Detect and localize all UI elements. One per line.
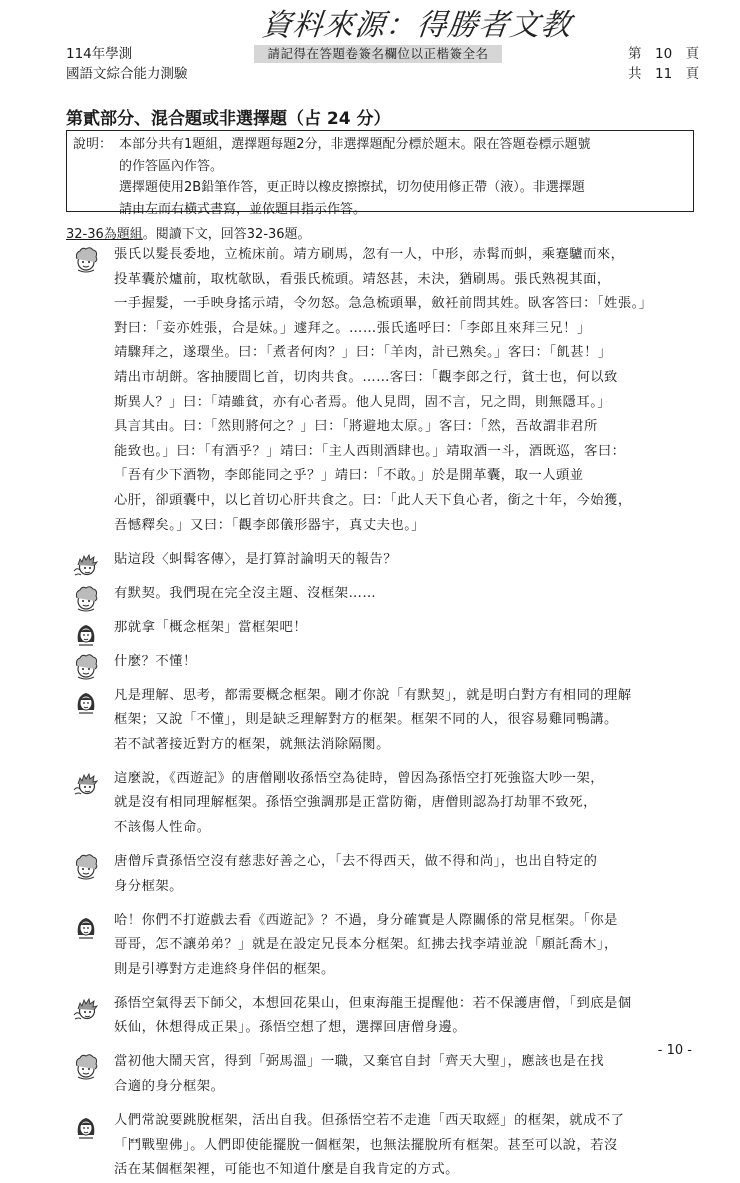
dialogue-line: 心肝，卻頭囊中，以匕首切心肝共食之。曰：「此人天下負心者，銜之十年，今始獲， <box>114 492 632 508</box>
dialogue-line: 妖仙，休想得成正果」。孫悟空想了想，選擇回唐僧身邊。 <box>114 1020 467 1036</box>
bob-hair-student-icon <box>72 913 100 939</box>
exam-subject: 國語文綜合能力測驗 <box>66 66 188 82</box>
dialogue-text <box>114 684 688 758</box>
instructions-line-4: 請由左而右橫式書寫，並依題目指示作答。 <box>119 201 367 217</box>
question-group-intro <box>66 223 311 242</box>
instructions-line-1: 本部分共有1題組，選擇題每題2分，非選擇題配分標於題末。限在答題卷標示題號 <box>119 137 591 152</box>
dialogue-line: 身分框架。 <box>114 878 183 894</box>
curly-hair-student-icon <box>72 854 100 880</box>
dialogue-line: 張氏以髮長委地，立梳床前。靖方刷馬，忽有一人，中形，赤髯而虯，乘蹇驢而來， <box>114 247 625 262</box>
dialogue-text <box>114 767 688 841</box>
dialogue-line: 那就拿「概念框架」當框架吧！ <box>114 619 308 635</box>
dialogue-line: 靖驟拜之，遂環坐。曰：「煮者何肉？」曰：「羊肉，計已熟矣。」客曰：「飢甚！」 <box>114 345 612 361</box>
dialogue-line: 吾憾釋矣。」又曰：「觀李郎儀形器宇，真丈夫也。」 <box>114 517 426 533</box>
source-handwriting: 資料來源：得勝者文教 <box>259 8 574 43</box>
dialogue-text <box>114 616 688 641</box>
dialogue-text <box>114 850 688 899</box>
dialogue-line: 孫悟空氣得丟下師父，本想回花果山，但東海龍王提醒他：若不保護唐僧，「到底是個 <box>114 995 632 1011</box>
curly-hair-student-icon <box>72 586 100 612</box>
dialogue-line: 哥哥，怎不讓弟弟？」就是在設定兄長本分框架。紅拂去找李靖並說「願託喬木」， <box>114 937 618 953</box>
spiky-hair-student-icon <box>72 771 100 797</box>
dialogue-line: 靖出市胡餅。客抽腰間匕首，切肉共食。……客曰：「觀李郎之行，貧士也，何以致 <box>114 369 618 385</box>
dialogue-line: 若不試著接近對方的框架，就無法消除隔閡。 <box>114 736 390 752</box>
dialogue-line: 凡是理解、思考，都需要概念框架。剛才你說「有默契」，就是明白對方有相同的理解 <box>114 687 632 703</box>
exam-header-left <box>66 44 188 84</box>
dialogue-text <box>114 650 688 675</box>
dialogue-line: 框架；又說「不懂」，則是缺乏理解對方的框架。框架不同的人，很容易雞同鴨講。 <box>114 712 618 728</box>
dialogue-text <box>114 909 688 983</box>
instructions-label: 說明： <box>73 137 113 152</box>
instructions-line-3: 選擇題使用2B鉛筆作答，更正時以橡皮擦擦拭，切勿使用修正帶（液）。非選擇題 <box>119 180 585 195</box>
dialogue-line: 唐僧斥責孫悟空沒有慈悲好善之心，「去不得西天，做不得和尚」，也出自特定的 <box>114 854 598 869</box>
dialogue-line: 一手握髮，一手映身搖示靖，令勿怒。急急梳頭畢，斂衽前問其姓。臥客答曰：「姓張。」 <box>114 296 653 312</box>
bob-hair-student-icon <box>72 1113 100 1139</box>
curly-hair-student-icon <box>72 247 100 273</box>
bob-hair-student-icon <box>72 688 100 714</box>
dialogue-line: 「鬥戰聖佛」。人們即使能擺脫一個框架，也無法擺脫所有框架。甚至可以說，若沒 <box>114 1137 618 1153</box>
dialogue-line: 斯異人？」曰：「靖雖貧，亦有心者焉。他人見問，固不言，兄之問，則無隱耳。」 <box>114 394 612 410</box>
dialogue-line: 「吾有少下酒物，李郎能同之乎？」靖曰：「不敢。」於是開革囊，取一人頭並 <box>114 468 584 484</box>
dialogue-line: 什麼？不懂！ <box>114 653 197 669</box>
spiky-hair-student-icon <box>72 552 100 578</box>
dialogue-line: 則是引導對方走進終身伴侶的框架。 <box>114 961 335 977</box>
dialogue-line: 具言其由。曰：「然則將何之？」曰：「將避地太原。」客曰：「然，吾故謂非君所 <box>114 419 598 435</box>
instructions-box <box>66 130 694 217</box>
dialogue-line: 不該傷人性命。 <box>114 819 211 835</box>
dialogue-line: 人們常說要跳脫框架，活出自我。但孫悟空若不走進「西天取經」的框架，就成不了 <box>114 1113 625 1128</box>
dialogue-line: 就是沒有相同理解框架。孫悟空強調那是正當防衛，唐僧則認為打劫罪不致死， <box>114 795 597 811</box>
question-group-label: 32-36為題組 <box>66 227 143 242</box>
question-group-text: 。閱讀下文，回答32-36題。 <box>142 227 311 242</box>
bob-hair-student-icon <box>72 620 100 646</box>
spiky-hair-student-icon <box>72 996 100 1022</box>
dialogue-line: 當初他大鬧天宮，得到「弼馬溫」一職，又棄官自封「齊天大聖」，應該也是在找 <box>114 1054 605 1070</box>
dialogue-line: 有默契。我們現在完全沒主題、沒框架…… <box>114 585 377 601</box>
dialogue-text <box>114 243 688 538</box>
dialogue-line: 活在某個框架裡，可能也不知道什麼是自我肯定的方式。 <box>114 1162 459 1178</box>
dialogue-text <box>114 582 688 607</box>
exam-year: 114年學測 <box>66 46 133 62</box>
curly-hair-student-icon <box>72 1054 100 1080</box>
instructions-line-2: 的作答區內作答。 <box>119 158 224 174</box>
dialogue-text <box>114 1050 688 1099</box>
dialogue-text <box>114 548 688 573</box>
dialogue-text <box>114 992 688 1041</box>
page-number: - 10 - <box>657 1043 692 1058</box>
page-counter <box>628 44 699 84</box>
signature-notice: 請記得在答題卷簽名欄位以正楷簽全名 <box>254 45 502 63</box>
total-pages: 共 11 頁 <box>628 66 700 82</box>
dialogue-line: 這麼說，《西遊記》的唐僧剛收孫悟空為徒時，曾因為孫悟空打死強盜大吵一架， <box>114 770 605 786</box>
dialogue-line: 投革囊於爐前，取枕欹臥，看張氏梳頭。靖怒甚，未決，猶刷馬。張氏熟視其面， <box>114 271 611 287</box>
dialogue-text <box>114 1109 688 1183</box>
section-title: 第貳部分、混合題或非選擇題（占 24 分） <box>66 109 391 129</box>
dialogue-line: 合適的身分框架。 <box>114 1078 225 1094</box>
current-page: 第 10 頁 <box>628 46 700 62</box>
dialogue-line: 貼這段〈虯髯客傳〉，是打算討論明天的報告？ <box>114 551 398 567</box>
dialogue-line: 哈！你們不打遊戲去看《西遊記》？不過，身分確實是人際關係的常見框架。「你是 <box>114 912 618 928</box>
dialogue-line: 能致也。」曰：「有酒乎？」靖曰：「主人西則酒肆也。」靖取酒一斗，酒既巡，客曰： <box>114 443 626 459</box>
dialogue-line: 對曰：「妾亦姓張，合是妹。」遽拜之。……張氏遙呼曰：「李郎且來拜三兄！」 <box>114 320 591 336</box>
curly-hair-student-icon <box>72 654 100 680</box>
